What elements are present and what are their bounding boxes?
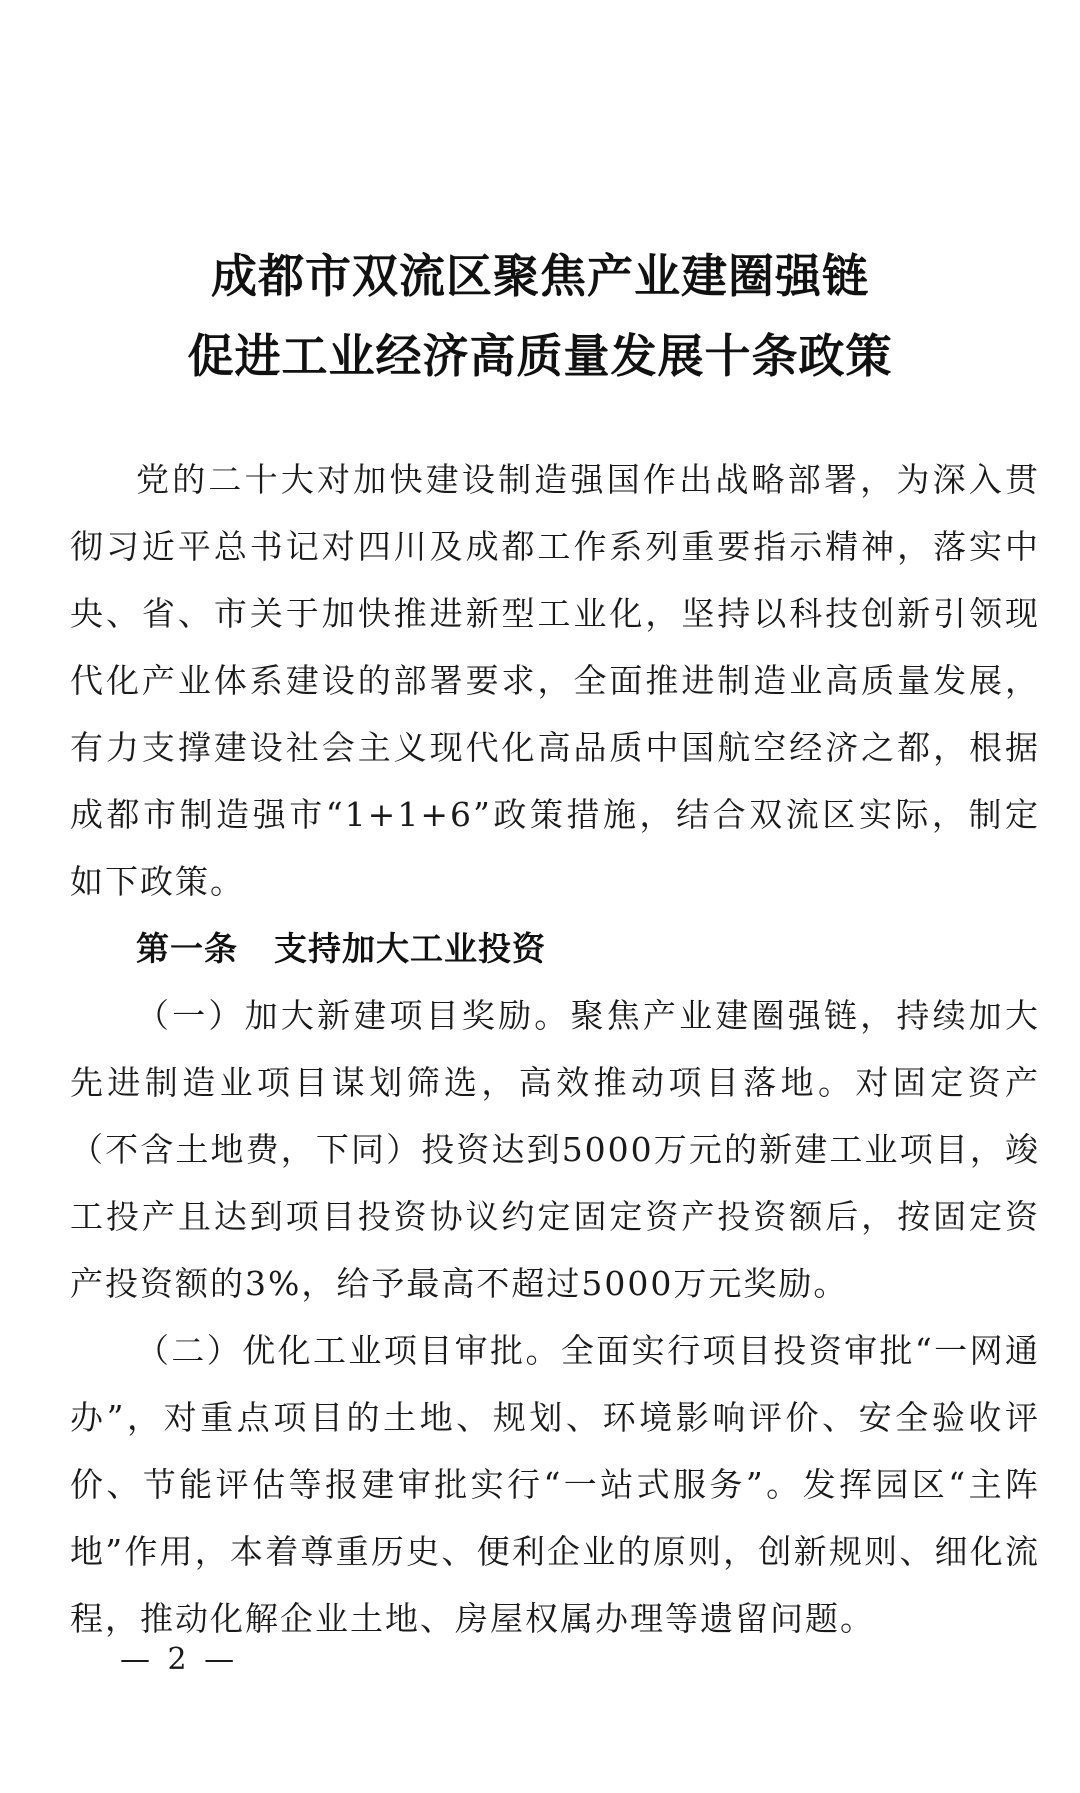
title-line-1: 成都市双流区聚焦产业建圈强链	[211, 249, 869, 303]
article-heading	[70, 915, 1040, 982]
article-number: 第一条	[136, 929, 238, 968]
page-number: — 2 —	[120, 1642, 239, 1677]
clause-paragraph-1: （一）加大新建项目奖励。聚焦产业建圈强链，持续加大先进制造业项目谋划筛选，高效推动项目落地。对固定资产（不含土地费，下同）投资达到5000万元的新建工业项目，竣工投产且达到项目投资协议约定固定资产投资额后，按固定资产投资额的3%，给予最高不超过5000万元奖励。	[70, 996, 1040, 1303]
document-title	[0, 236, 1080, 396]
clause-paragraph-2: （二）优化工业项目审批。全面实行项目投资审批“一网通办”，对重点项目的土地、规划、环境影响评价、安全验收评价、节能评估等报建审批实行“一站式服务”。发挥园区“主阵地”作用，本着尊重历史、便利企业的原则，创新规则、细化流程，推动化解企业土地、房屋权属办理等遗留问题。	[70, 1331, 1040, 1638]
intro-paragraph: 党的二十大对加快建设制造强国作出战略部署，为深入贯彻习近平总书记对四川及成都工作系列重要指示精神，落实中央、省、市关于加快推进新型工业化，坚持以科技创新引领现代化产业体系建设的部署要求，全面推进制造业高质量发展，有力支撑建设社会主义现代化高品质中国航空经济之都，根据成都市制造强市“1+1+6”政策措施，结合双流区实际，制定如下政策。	[70, 460, 1040, 901]
document-body	[70, 446, 1040, 1652]
article-title: 支持加大工业投资	[274, 929, 546, 968]
title-line-2: 促进工业经济高质量发展十条政策	[187, 329, 893, 383]
